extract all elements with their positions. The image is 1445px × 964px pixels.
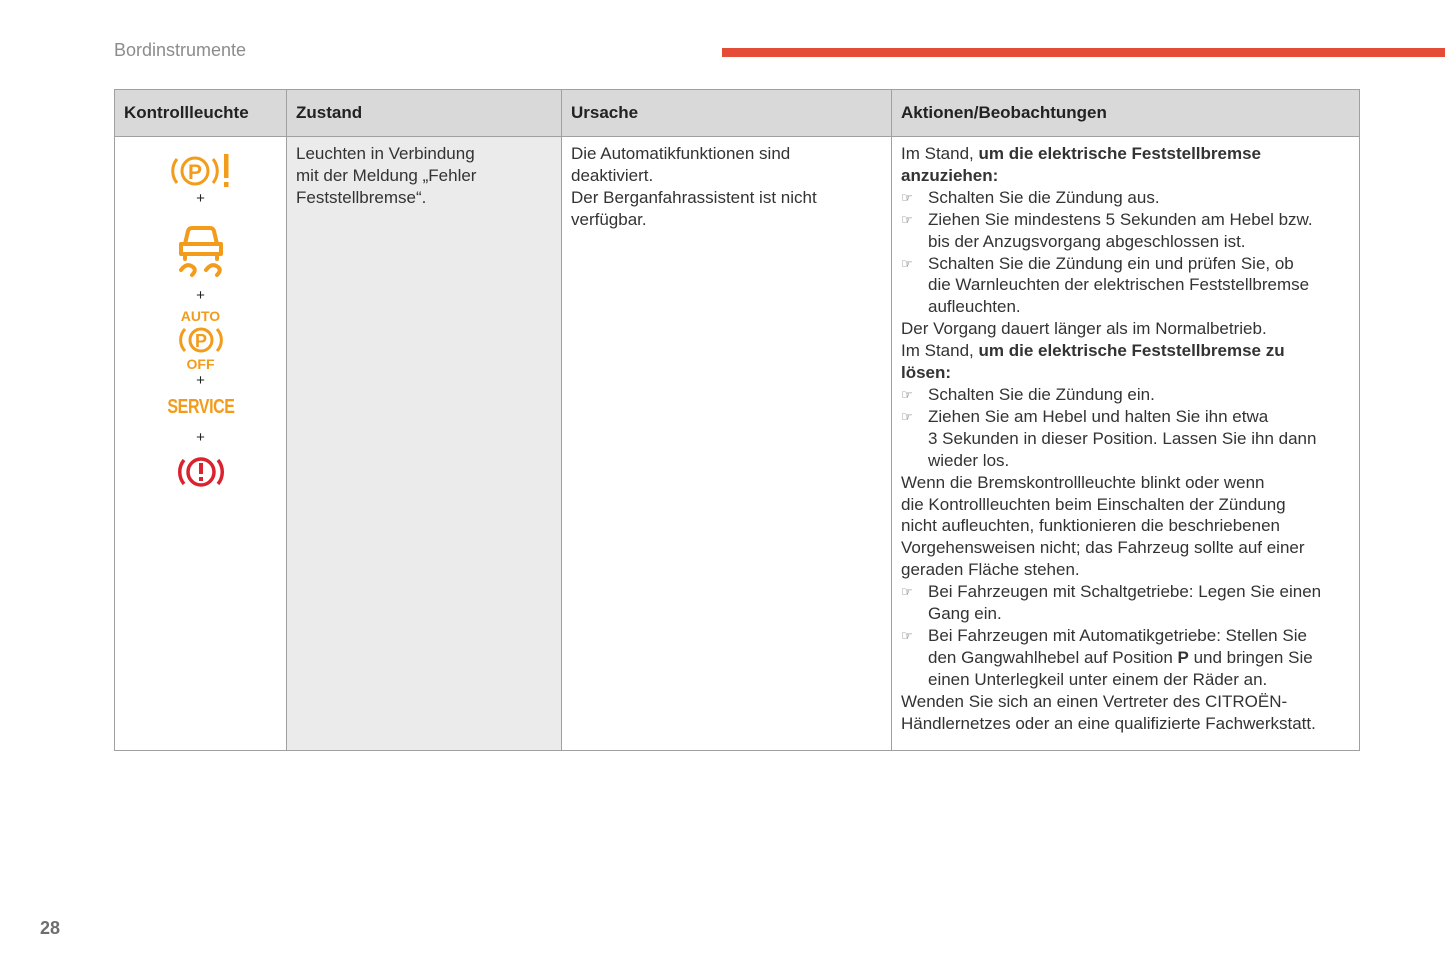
pointing-hand-icon: ☞: [901, 386, 913, 402]
plus-sign: +: [196, 190, 205, 207]
zustand-line: Leuchten in Verbindung: [296, 144, 475, 163]
aktionen-cell: [892, 137, 1360, 751]
ursache-cell: [562, 137, 892, 751]
zustand-cell: [287, 137, 562, 751]
table-row: [115, 137, 1360, 751]
header-kontrollleuchte: Kontrollleuchte: [115, 90, 287, 137]
zustand-line: Feststellbremse“.: [296, 187, 427, 207]
ursache-line: verfügbar.: [571, 209, 647, 229]
header-ursache: Ursache: [562, 90, 892, 137]
off-label: OFF: [186, 356, 215, 372]
ursache-line: Die Automatikfunktionen sind: [571, 144, 791, 163]
header-aktionen: Aktionen/Beobachtungen: [892, 90, 1360, 137]
list-item: ☞ Ziehen Sie mindestens 5 Sekunden am Hebel bzw. bis der Anzugsvorgang abgeschlossen ist.: [901, 209, 1313, 251]
pointing-hand-icon: ☞: [901, 408, 913, 424]
auto-parking-brake-off-icon: [175, 309, 227, 371]
warning-lights-table: [114, 89, 1360, 751]
auto-label: AUTO: [180, 308, 221, 324]
aktionen-dealer-paragraph: Wenden Sie sich an einen Vertreter des CITROËN- Händlernetzes oder an eine qualifizierte Fachwerkstatt.: [901, 691, 1316, 733]
section-title: Bordinstrumente: [114, 40, 247, 60]
list-item: ☞ Schalten Sie die Zündung ein.: [901, 384, 1155, 404]
pointing-hand-icon: ☞: [901, 584, 913, 600]
ursache-line: deaktiviert.: [571, 165, 654, 185]
aktionen-intro-apply-cont: anzuziehen:: [901, 165, 999, 185]
pointing-hand-icon: ☞: [901, 255, 913, 271]
table-header-row: [115, 90, 1360, 137]
parking-brake-icon: [175, 323, 227, 357]
list-item: ☞ Bei Fahrzeugen mit Automatikgetriebe: Stellen Sie den Gangwahlhebel auf Position P und bringen Sie einen Unterlegkeil unter einem der Räder an.: [901, 625, 1313, 689]
svg-text:P: P: [187, 161, 202, 184]
plus-sign: +: [196, 287, 205, 304]
list-item: ☞ Bei Fahrzeugen mit Schaltgetriebe: Legen Sie einen Gang ein.: [901, 582, 1322, 624]
brake-warning-icon: [175, 452, 227, 492]
pointing-hand-icon: ☞: [901, 189, 913, 205]
header-zustand: Zustand: [287, 90, 562, 137]
svg-text:P: P: [194, 331, 207, 351]
aktionen-note: Der Vorgang dauert länger als im Normalbetrieb.: [901, 319, 1267, 339]
list-item: ☞ Schalten Sie die Zündung aus.: [901, 187, 1160, 207]
page-number: 28: [40, 918, 61, 938]
aktionen-intro-apply: Im Stand, um die elektrische Feststellbremse: [901, 144, 1262, 163]
parking-brake-fault-icon: [168, 151, 234, 191]
skid-control-icon: [173, 220, 229, 278]
header-accent-bar: [722, 48, 1445, 57]
plus-sign: +: [196, 429, 205, 446]
lamps-cell: [115, 137, 287, 751]
list-item: ☞ Schalten Sie die Zündung ein und prüfen Sie, ob die Warnleuchten der elektrischen Feststellbremse aufleuchten.: [901, 253, 1310, 317]
aktionen-warning-paragraph: Wenn die Bremskontrollleuchte blinkt oder wenn die Kontrollleuchten beim Einschalten der Zündung nicht aufleuchten, funktionieren die beschriebenen Vorgehensweisen nicht; das Fahrzeug sollte auf einer geraden Fläche stehen.: [901, 472, 1305, 580]
list-item: ☞ Ziehen Sie am Hebel und halten Sie ihn etwa 3 Sekunden in dieser Position. Lassen Sie ihn dann wieder los.: [901, 406, 1317, 470]
aktionen-intro-release-cont: lösen:: [901, 363, 952, 383]
aktionen-intro-release: Im Stand, um die elektrische Feststellbremse zu: [901, 341, 1285, 361]
service-icon: SERVICE: [166, 396, 235, 418]
pointing-hand-icon: ☞: [901, 627, 913, 643]
plus-sign: +: [196, 372, 205, 389]
zustand-line: mit der Meldung „Fehler: [296, 165, 477, 185]
pointing-hand-icon: ☞: [901, 211, 913, 227]
ursache-line: Der Berganfahrassistent ist nicht: [571, 187, 817, 207]
